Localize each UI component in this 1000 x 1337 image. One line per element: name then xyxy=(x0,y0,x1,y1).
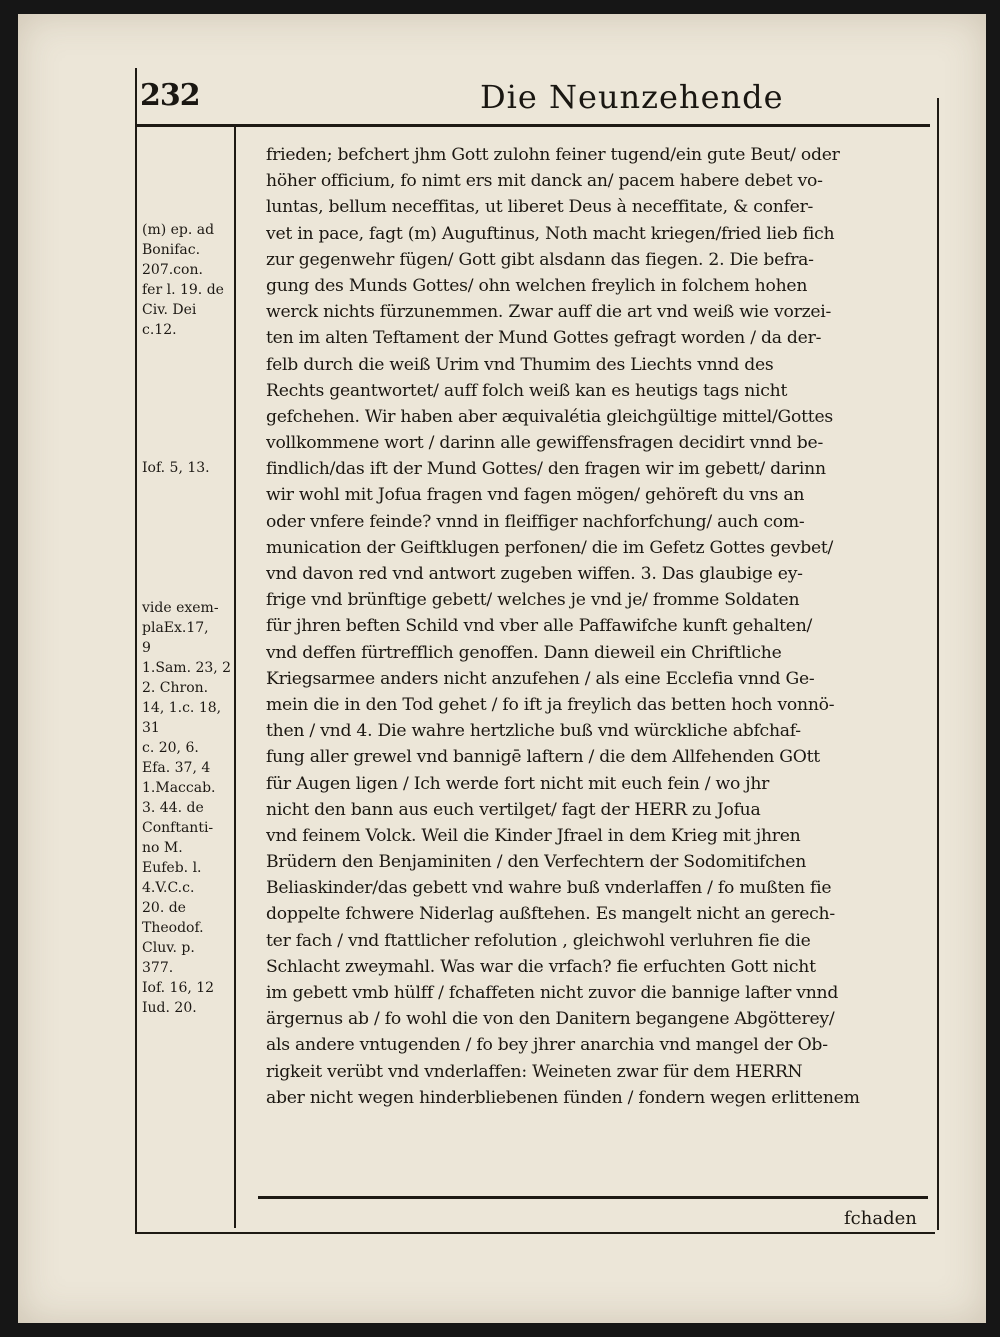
text-line: wir wohl mit Jofua fragen vnd fagen mögen/ gehöreft du vns an xyxy=(266,485,805,506)
text-line: gefchehen. Wir haben aber æquivalétia gleichgültige mittel/Gottes xyxy=(266,406,833,427)
bottom-border-rule xyxy=(135,1232,935,1234)
text-line: mein die in den Tod gehet / fo ift ja freylich das betten hoch vonnö- xyxy=(266,694,835,715)
main-text-block xyxy=(266,142,926,1202)
text-line: munication der Geiftklugen perfonen/ die im Gefetz Gottes gevbet/ xyxy=(266,537,834,558)
text-line: für jhren beften Schild vnd vber alle Paffawifche kunft gehalten/ xyxy=(266,616,813,637)
text-line: ärgernus ab / fo wohl die von den Danitern begangene Abgötterey/ xyxy=(266,1009,835,1030)
right-border-rule xyxy=(937,98,939,1230)
text-line: ter fach / vnd ftattlicher refolution , gleichwohl verluhren fie die xyxy=(266,930,811,951)
header-rule xyxy=(135,124,930,127)
margin-notes xyxy=(142,210,234,1220)
text-line: then / vnd 4. Die wahre hertzliche buß vnd würckliche abfchaf- xyxy=(266,721,801,742)
text-line: Rechts geantwortet/ auff folch weiß kan es heutigs tags nicht xyxy=(266,380,788,401)
text-line: zur gegenwehr fügen/ Gott gibt alsdann das fiegen. 2. Die befra- xyxy=(266,249,814,270)
text-line: Kriegsarmee anders nicht anzufehen / als eine Ecclefia vnnd Ge- xyxy=(266,668,815,689)
margin-note-references: vide exem- plaEx.17, 9 1.Sam. 23, 2 2. Chron. 14, 1.c. 18, 31 c. 20, 6. Efa. 37, 4 1.Maccab. 3. 44. de Conftanti- no M. Eufeb. l. 4.V.C.c. 20. de Theodof. Cluv. p. 377. Iof. 16, 12 Iud. 20. xyxy=(142,600,232,1016)
text-line: vnd davon red vnd antwort zugeben wiffen. 3. Das glaubige ey- xyxy=(266,564,803,584)
page-number: 232 xyxy=(140,78,200,113)
page-header xyxy=(140,76,940,120)
text-line: werck nichts fürzunemmen. Zwar auff die art vnd weiß wie vorzei- xyxy=(266,302,832,323)
text-line: frieden; befchert jhm Gott zulohn feiner tugend/ein gute Beut/ oder xyxy=(266,145,840,165)
text-line: luntas, bellum neceffitas, ut liberet Deus à neceffitate, & confer- xyxy=(266,197,814,218)
text-line: findlich/das ift der Mund Gottes/ den fragen wir im gebett/ darinn xyxy=(266,459,826,480)
text-line: doppelte fchwere Niderlag außftehen. Es mangelt nicht an gerech- xyxy=(266,904,835,925)
text-line: vollkommene wort / darinn alle gewiffensfragen decidirt vnnd be- xyxy=(266,433,824,454)
running-title: Die Neunzehende xyxy=(480,78,784,116)
text-line: felb durch die weiß Urim vnd Thumim des Liechts vnnd des xyxy=(266,354,774,375)
text-line: ten im alten Teftament der Mund Gottes gefragt worden / da der- xyxy=(266,328,822,349)
text-line: Schlacht zweymahl. Was war die vrfach? fie erfuchten Gott nicht xyxy=(266,956,816,977)
text-line: vnd deffen fürtrefflich genoffen. Dann dieweil ein Chriftliche xyxy=(266,642,782,663)
text-line: im gebett vmb hülff / fchaffeten nicht zuvor die bannige lafter vnnd xyxy=(266,983,839,1003)
text-line: vnd feinem Volck. Weil die Kinder Jfrael in dem Krieg mit jhren xyxy=(266,825,801,846)
text-line: fung aller grewel vnd bannigē laftern / die dem Allfehenden GOtt xyxy=(266,747,820,768)
text-line: nicht den bann aus euch vertilget/ fagt der HERR zu Jofua xyxy=(266,799,761,820)
text-line: für Augen ligen / Ich werde fort nicht mit euch fein / wo jhr xyxy=(266,773,770,794)
margin-note-augustinus: (m) ep. ad Bonifac. 207.con. fer l. 19. de Civ. Dei c.12. xyxy=(142,222,224,338)
text-line: frige vnd brünftige gebett/ welches je vnd je/ fromme Soldaten xyxy=(266,590,800,611)
text-line: höher officium, fo nimt ers mit danck an/ pacem habere debet vo- xyxy=(266,171,823,192)
text-line: aber nicht wegen hinderbliebenen fünden / fondern wegen erlittenem xyxy=(266,1087,860,1108)
left-border-rule xyxy=(135,68,137,1233)
text-line: rigkeit verübt vnd vnderlaffen: Weineten zwar für dem HERRN xyxy=(266,1061,803,1082)
catchword: fchaden xyxy=(844,1208,917,1229)
margin-note-josua: Iof. 5, 13. xyxy=(142,460,210,476)
text-line: Brüdern den Benjaminiten / den Verfechtern der Sodomitifchen xyxy=(266,852,807,873)
text-line: Beliaskinder/das gebett vnd wahre buß vnderlaffen / fo mußten fie xyxy=(266,878,832,899)
text-line: oder vnfere feinde? vnnd in fleiffiger nachforfchung/ auch com- xyxy=(266,511,805,532)
text-line: als andere vntugenden / fo bey jhrer anarchia vnd mangel der Ob- xyxy=(266,1035,828,1056)
text-line: vet in pace, fagt (m) Auguftinus, Noth macht kriegen/fried lieb fich xyxy=(266,223,835,244)
text-line: gung des Munds Gottes/ ohn welchen freylich in folchem hohen xyxy=(266,275,808,296)
